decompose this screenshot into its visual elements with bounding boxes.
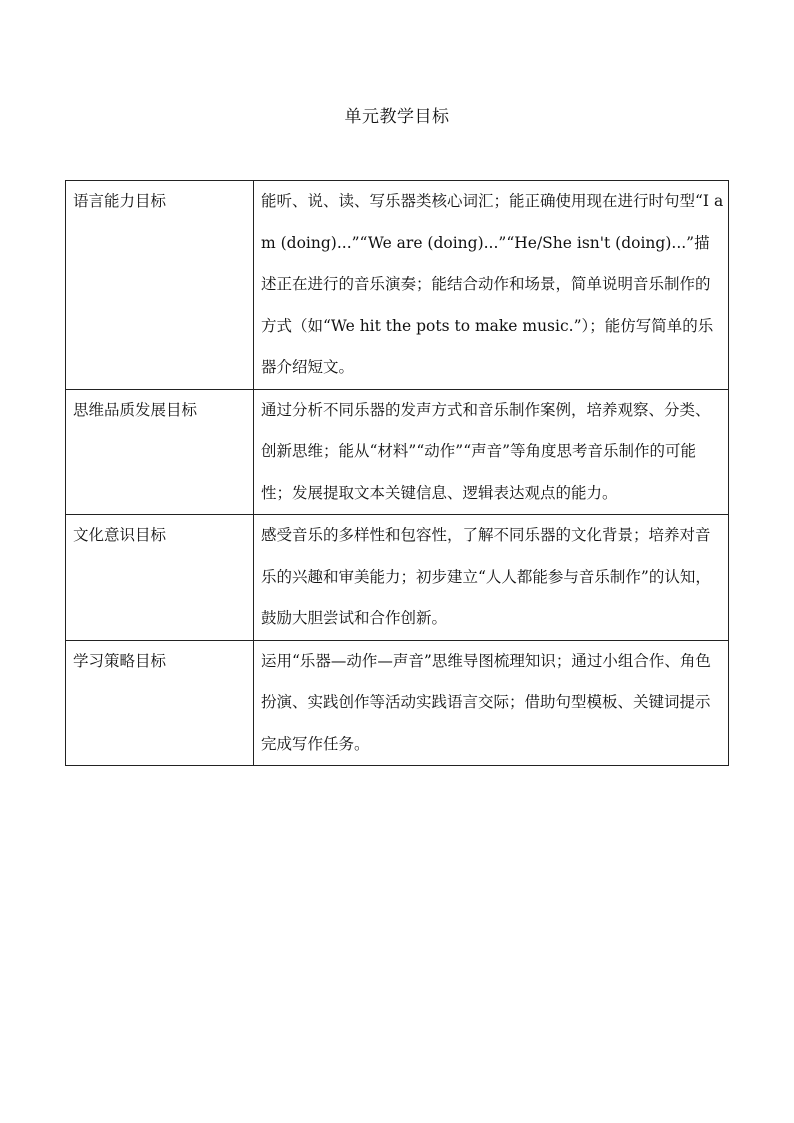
objective-label-cell — [66, 515, 254, 641]
objective-content: 通过分析不同乐器的发声方式和音乐制作案例，培养观察、分类、创新思维；能从“材料”“动作”“声音”等角度思考音乐制作的可能性；发展提取文本关键信息、逻辑表达观点的能力。 — [261, 400, 711, 502]
page-title: 单元教学目标 — [344, 107, 450, 127]
objective-content: 能听、说、读、写乐器类核心词汇；能正确使用现在进行时句型“I am (doing)...”“We are (doing)...”“He/She isn't (doing)...”描述正在进行的音乐演奏；能结合动作和场景，简单说明音乐制作的方式（如“We hit the pots to make music.”）；能仿写简单的乐器介绍短文。 — [261, 192, 724, 376]
objective-label-cell — [66, 181, 254, 390]
objective-content: 运用“乐器—动作—声音”思维导图梳理知识；通过小组合作、角色扮演、实践创作等活动实践语言交际；借助句型模板、关键词提示完成写作任务。 — [261, 651, 711, 753]
objective-content-cell — [254, 515, 729, 641]
objective-content: 感受音乐的多样性和包容性，了解不同乐器的文化背景；培养对音乐的兴趣和审美能力；初步建立“人人都能参与音乐制作”的认知，鼓励大胆尝试和合作创新。 — [261, 526, 711, 627]
objective-label: 文化意识目标 — [73, 526, 167, 544]
objective-label: 思维品质发展目标 — [73, 400, 198, 419]
table-row — [66, 389, 729, 515]
objective-label: 学习策略目标 — [73, 651, 167, 670]
objective-content-cell — [254, 389, 729, 515]
table-row — [66, 640, 729, 766]
objectives-table — [65, 180, 729, 766]
objective-content-cell — [254, 640, 729, 766]
objective-label-cell — [66, 640, 254, 766]
table-row — [66, 515, 729, 641]
objective-label-cell — [66, 389, 254, 515]
table-row — [66, 181, 729, 390]
objective-label: 语言能力目标 — [73, 192, 167, 210]
objective-content-cell — [254, 181, 729, 390]
